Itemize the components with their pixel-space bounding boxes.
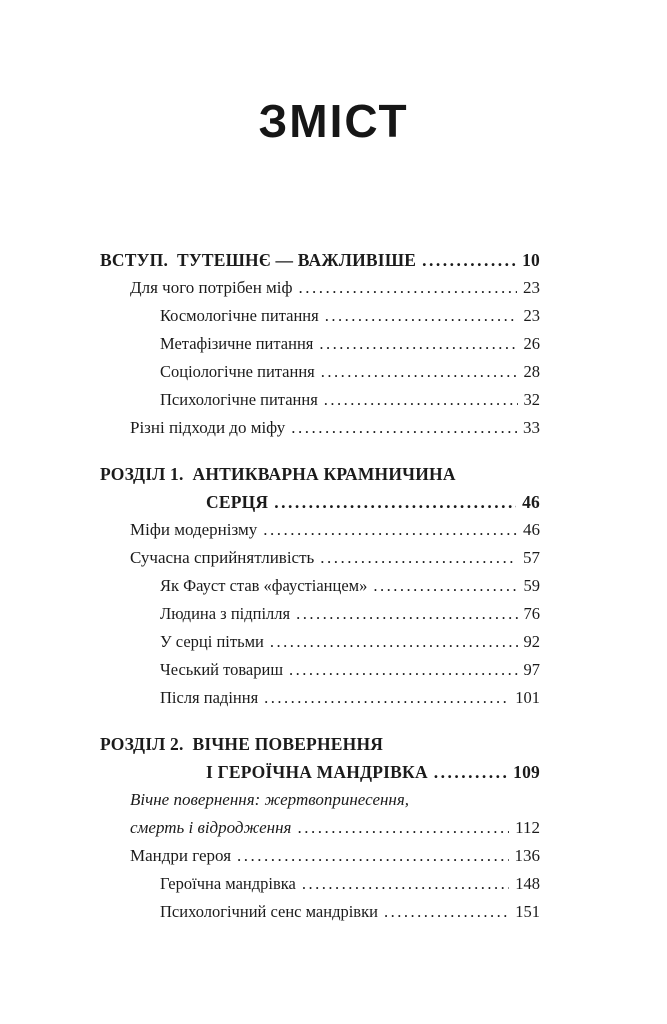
toc-entry <box>100 684 540 712</box>
toc-row <box>100 758 540 786</box>
toc-entry-title: Людина з підпілля <box>160 604 291 623</box>
toc-row <box>100 600 540 628</box>
toc-row <box>100 358 540 386</box>
dot-leader <box>237 842 508 870</box>
dot-leader <box>384 898 509 926</box>
toc-row <box>100 870 540 898</box>
toc-entry-title: СЕРЦЯ <box>206 492 269 512</box>
toc-entry <box>100 460 540 516</box>
toc-entry <box>100 246 540 274</box>
toc-row <box>100 460 540 488</box>
toc-entry-title: РОЗДІЛ 2. ВІЧНЕ ПОВЕРНЕННЯ <box>100 734 384 754</box>
toc-row <box>100 246 540 274</box>
toc-entry <box>100 302 540 330</box>
dot-leader <box>270 628 518 656</box>
dot-leader <box>297 814 509 842</box>
dot-leader <box>321 358 518 386</box>
toc-page-number: 46 <box>523 520 540 539</box>
toc-entry-title: Вічне повернення: жертвопринесення, <box>130 790 410 809</box>
toc-entry <box>100 544 540 572</box>
toc-row <box>100 898 540 926</box>
toc-entry <box>100 386 540 414</box>
toc-page-number: 23 <box>523 278 540 297</box>
dot-leader <box>291 414 517 442</box>
toc-page-number: 33 <box>523 418 540 437</box>
toc-row <box>100 516 540 544</box>
toc-row <box>100 656 540 684</box>
toc-entry-title: І ГЕРОЇЧНА МАНДРІВКА <box>206 762 428 782</box>
toc-row <box>100 274 540 302</box>
dot-leader <box>289 656 517 684</box>
toc-page-number: 28 <box>523 362 540 381</box>
dot-leader <box>302 870 509 898</box>
toc-entry-title: Мандри героя <box>130 846 232 865</box>
toc-entry-title: смерть і відродження <box>130 818 292 837</box>
toc-page-number: 26 <box>523 334 540 353</box>
toc-page-number: 46 <box>522 492 540 512</box>
table-of-contents <box>100 246 540 926</box>
toc-entry-title: ВСТУП. ТУТЕШНЄ — ВАЖЛИВІШЕ <box>100 250 417 270</box>
dot-leader <box>325 302 518 330</box>
toc-row <box>100 572 540 600</box>
toc-entry <box>100 572 540 600</box>
toc-page-number: 32 <box>523 390 540 409</box>
toc-row <box>100 786 540 814</box>
toc-page-number: 10 <box>522 250 540 270</box>
toc-entry-title: Міфи модернізму <box>130 520 258 539</box>
dot-leader <box>263 516 517 544</box>
toc-entry <box>100 330 540 358</box>
toc-row <box>100 684 540 712</box>
toc-page-number: 148 <box>515 874 540 893</box>
toc-entry-title: Метафізичне питання <box>160 334 314 353</box>
toc-entry <box>100 274 540 302</box>
toc-entry <box>100 628 540 656</box>
dot-leader <box>319 330 517 358</box>
toc-entry-title: Для чого потрібен міф <box>130 278 293 297</box>
toc-page-number: 109 <box>513 762 540 782</box>
toc-row <box>100 730 540 758</box>
toc-entry <box>100 786 540 842</box>
toc-page-number: 76 <box>523 604 540 623</box>
toc-page-number: 136 <box>514 846 540 865</box>
toc-page-number: 23 <box>523 306 540 325</box>
dot-leader <box>320 544 517 572</box>
toc-entry-title: Героїчна мандрівка <box>160 874 296 893</box>
toc-row <box>100 628 540 656</box>
toc-entry-title: Космологічне питання <box>160 306 319 325</box>
dot-leader <box>264 684 509 712</box>
toc-entry-title: Чеський товариш <box>160 660 284 679</box>
dot-leader <box>422 246 516 274</box>
toc-page-number: 57 <box>523 548 540 567</box>
toc-entry-title: Різні підходи до міфу <box>130 418 286 437</box>
page-title: ЗМІСТ <box>258 95 409 147</box>
toc-row <box>100 302 540 330</box>
toc-page-number: 112 <box>515 818 540 837</box>
toc-entry-title: Як Фауст став «фаустіанцем» <box>160 576 368 595</box>
toc-entry <box>100 516 540 544</box>
toc-page-number: 59 <box>523 576 540 595</box>
toc-entry <box>100 414 540 442</box>
toc-entry <box>100 656 540 684</box>
toc-page-number: 151 <box>515 902 540 921</box>
dot-leader <box>434 758 507 786</box>
toc-entry <box>100 870 540 898</box>
dot-leader <box>373 572 517 600</box>
toc-entry <box>100 842 540 870</box>
toc-row <box>100 814 540 842</box>
toc-page-number: 101 <box>515 688 540 707</box>
dot-leader <box>274 488 516 516</box>
toc-row <box>100 330 540 358</box>
dot-leader <box>299 274 517 302</box>
toc-row <box>100 842 540 870</box>
dot-leader <box>324 386 518 414</box>
toc-row <box>100 386 540 414</box>
toc-entry-title: У серці пітьми <box>160 632 264 651</box>
toc-entry <box>100 898 540 926</box>
toc-row <box>100 488 540 516</box>
toc-row <box>100 414 540 442</box>
toc-entry-title: Соціологічне питання <box>160 362 315 381</box>
toc-row <box>100 544 540 572</box>
toc-entry <box>100 600 540 628</box>
toc-page-number: 92 <box>523 632 540 651</box>
toc-entry <box>100 358 540 386</box>
toc-entry-title: Сучасна сприйнятливість <box>130 548 315 567</box>
toc-entry <box>100 730 540 786</box>
dot-leader <box>296 600 517 628</box>
toc-entry-title: Після падіння <box>160 688 259 707</box>
toc-entry-title: Психологічний сенс мандрівки <box>160 902 378 921</box>
toc-page-number: 97 <box>523 660 540 679</box>
toc-entry-title: Психологічне питання <box>160 390 318 409</box>
toc-entry-title: РОЗДІЛ 1. АНТИКВАРНА КРАМНИЧИНА <box>100 464 456 484</box>
